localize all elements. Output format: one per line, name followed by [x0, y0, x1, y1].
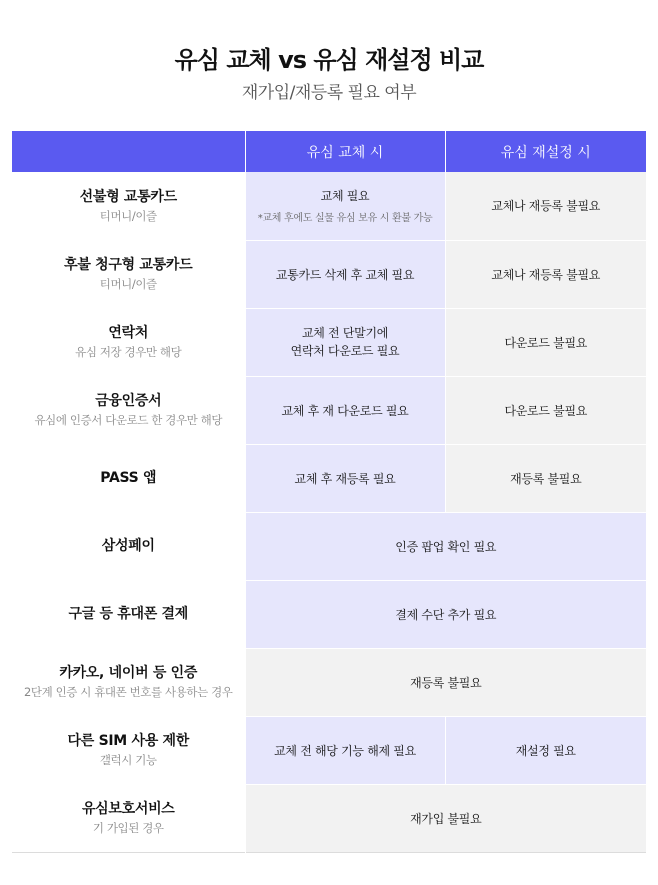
table-row: [12, 716, 646, 784]
row-title: 유심보호서비스: [81, 801, 175, 817]
cell-swap: [245, 172, 445, 240]
table-row: [12, 784, 646, 852]
page-subtitle: 재가입/재등록 필요 여부: [241, 83, 417, 103]
row-subtitle: 유심 저장 경우만 해당: [75, 345, 182, 359]
cell-reset: 교체나 재등록 불필요: [445, 240, 646, 308]
row-title: 삼성페이: [101, 538, 155, 554]
table-row: [12, 580, 646, 648]
row-subtitle: 갤럭시 기능: [99, 753, 157, 767]
table-row: [12, 444, 646, 512]
cell-swap-text: 교체 필요: [320, 189, 370, 204]
row-label: [12, 308, 245, 376]
header-usim-swap: 유심 교체 시: [245, 131, 445, 172]
table-row: [12, 172, 646, 240]
cell-swap: 교통카드 삭제 후 교체 필요: [245, 240, 445, 308]
cell-swap-line-2: 연락처 다운로드 필요: [290, 344, 400, 358]
row-title: 다른 SIM 사용 제한: [67, 733, 189, 749]
cell-swap-line-1: 교체 전 단말기에: [301, 326, 389, 340]
cell-reset: 재설정 필요: [445, 716, 646, 784]
cell-swap: 교체 후 재등록 필요: [245, 444, 445, 512]
table-header-row: [12, 131, 646, 172]
row-title: 카카오, 네이버 등 인증: [59, 665, 198, 681]
row-title: 구글 등 휴대폰 결제: [68, 606, 188, 622]
table-row: [12, 512, 646, 580]
cell-swap: 교체 후 재 다운로드 필요: [245, 376, 445, 444]
row-title: 후불 청구형 교통카드: [64, 257, 193, 273]
cell-reset: 다운로드 불필요: [445, 376, 646, 444]
cell-swap: 교체 전 해당 기능 해제 필요: [245, 716, 445, 784]
cell-reset: 교체나 재등록 불필요: [445, 172, 646, 240]
table-row: [12, 376, 646, 444]
row-subtitle: 티머니/이즐: [99, 208, 157, 223]
cell-both: 재등록 불필요: [245, 648, 646, 716]
cell-swap: [245, 308, 445, 376]
row-label: [12, 240, 245, 308]
table-row: [12, 240, 646, 308]
row-label: [12, 512, 245, 580]
row-title: 금융인증서: [95, 393, 162, 409]
header-usim-reset: 유심 재설정 시: [445, 131, 646, 172]
row-label: [12, 580, 245, 648]
row-label: [12, 444, 245, 512]
cell-reset: 다운로드 불필요: [445, 308, 646, 376]
cell-reset: 재등록 불필요: [445, 444, 646, 512]
table-row: [12, 648, 646, 716]
row-label: [12, 648, 245, 716]
header-blank: [12, 131, 245, 172]
comparison-table: [12, 131, 646, 853]
page-title: 유심 교체 vs 유심 재설정 비교: [174, 46, 484, 74]
row-title: 선불형 교통카드: [79, 188, 177, 205]
row-label: [12, 376, 245, 444]
row-label: [12, 784, 245, 852]
row-subtitle: 티머니/이즐: [99, 277, 157, 291]
table-row: [12, 308, 646, 376]
cell-both: 인증 팝업 확인 필요: [245, 512, 646, 580]
cell-swap-note: *교체 후에도 실물 유심 보유 시 환불 가능: [257, 213, 433, 225]
cell-both: 결제 수단 추가 필요: [245, 580, 646, 648]
row-subtitle: 2단계 인증 시 휴대폰 번호를 사용하는 경우: [23, 685, 233, 699]
row-subtitle: 유심에 인증서 다운로드 한 경우만 해당: [34, 413, 223, 427]
row-label: [12, 716, 245, 784]
row-title: PASS 앱: [100, 470, 157, 486]
row-title: 연락처: [108, 325, 149, 341]
row-label: [12, 172, 245, 240]
row-subtitle: 기 가입된 경우: [92, 821, 164, 835]
cell-both: 재가입 불필요: [245, 784, 646, 852]
